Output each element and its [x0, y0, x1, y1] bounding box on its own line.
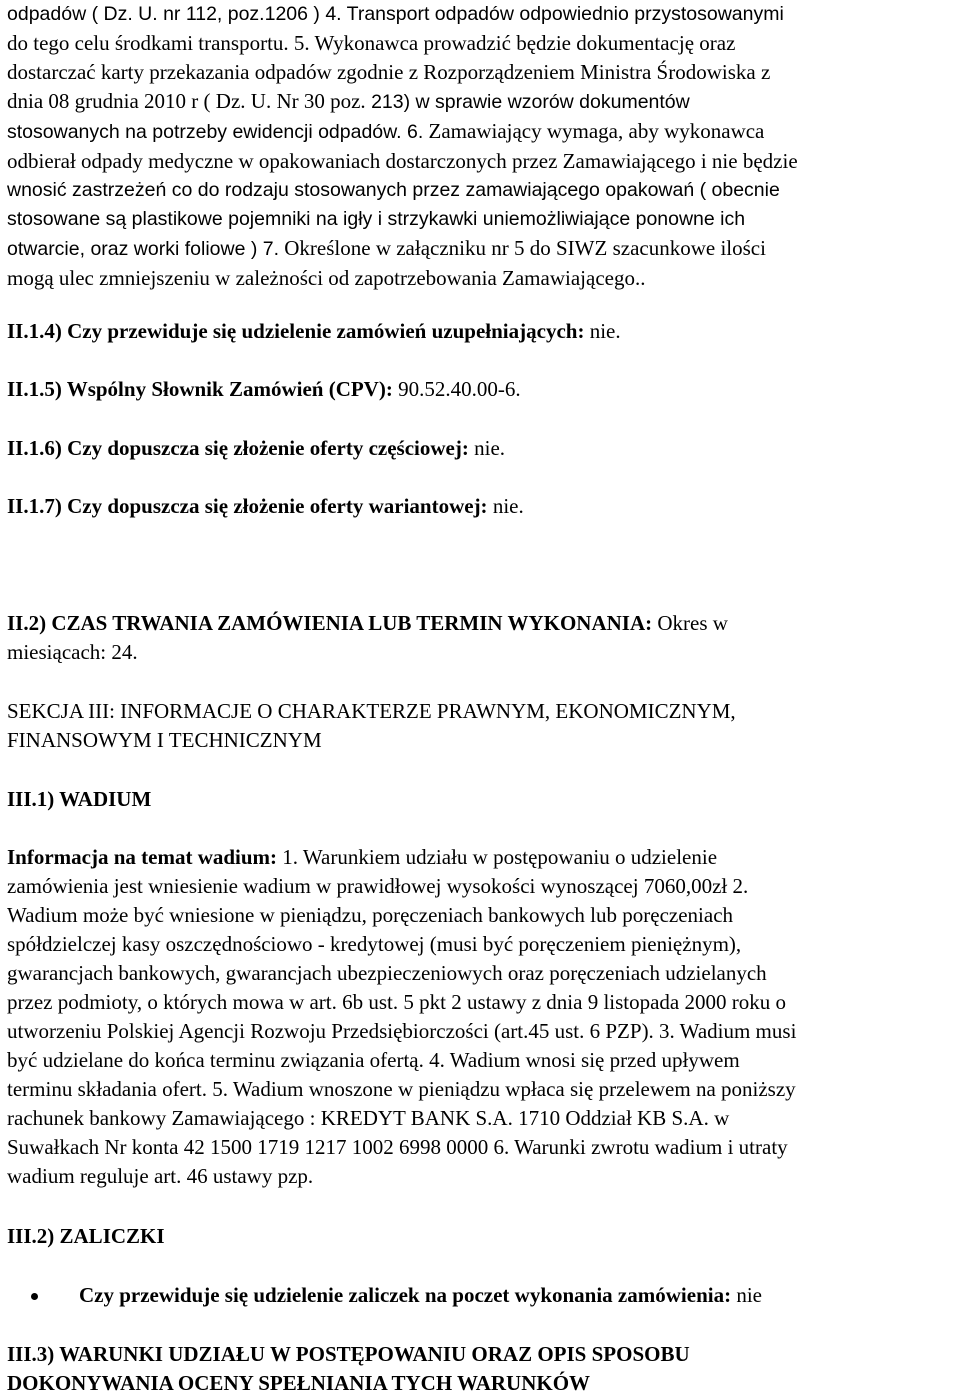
item-ii-1-4	[7, 317, 953, 346]
wadium-label: Informacja na temat wadium:	[7, 845, 278, 869]
wadium-heading: III.1) WADIUM	[7, 787, 152, 811]
sekcja-iii-heading	[7, 697, 953, 755]
item-ii-1-6	[7, 434, 953, 463]
intro-paragraph	[7, 0, 953, 293]
item-ii-1-5	[7, 375, 953, 404]
intro-line	[7, 234, 953, 264]
intro-text-serif: dnia 08 grudnia 2010 r ( Dz. U. Nr 30 poz.	[7, 89, 366, 113]
sekcja-line: SEKCJA III: INFORMACJE O CHARAKTERZE PRAWNYM, EKONOMICZNYM,	[7, 699, 736, 723]
item-label: II.1.4) Czy przewiduje się udzielenie zamówień uzupełniających:	[7, 319, 585, 343]
intro-line: odpadów ( Dz. U. nr 112, poz.1206 ) 4. Transport odpadów odpowiednio przystosowanymi	[7, 3, 784, 25]
wadium-line: spółdzielczej kasy oszczędnościowo - kredytowej (musi być poręczeniem pieniężnym),	[7, 932, 742, 956]
bullet-icon	[31, 1293, 38, 1300]
wadium-line	[7, 843, 953, 872]
wadium-line: wadium reguluje art. 46 ustawy pzp.	[7, 1164, 314, 1188]
item-label: II.1.6) Czy dopuszcza się złożenie oferty częściowej:	[7, 436, 469, 460]
item-ii-1-7	[7, 492, 953, 521]
item-label: II.1.7) Czy dopuszcza się złożenie oferty wariantowej:	[7, 494, 488, 518]
intro-text-sans: 213) w sprawie wzorów dokumentów	[365, 91, 690, 113]
zaliczki-answer: nie	[731, 1283, 762, 1307]
intro-text-sans: stosowanych na potrzeby ewidencji odpadów. 6.	[7, 121, 424, 143]
item-value: nie.	[487, 494, 524, 518]
zaliczki-bullet-item	[7, 1281, 953, 1310]
item-value: nie.	[584, 319, 621, 343]
wadium-line: gwarancjach bankowych, gwarancjach ubezpieczeniowych oraz poręczeniach udzielanych	[7, 961, 767, 985]
intro-text-serif: Zamawiający wymaga, aby wykonawca	[423, 119, 765, 143]
item-value: nie.	[468, 436, 506, 460]
item-value: 90.52.40.00-6.	[392, 377, 521, 401]
wadium-line: być udzielane do końca terminu związania ofertą. 4. Wadium wnosi się przed upływem	[7, 1048, 740, 1072]
intro-text-sans: otwarcie, oraz worki foliowe ) 7.	[7, 238, 280, 260]
sekcja-line: FINANSOWYM I TECHNICZNYM	[7, 728, 322, 752]
warunki-line: DOKONYWANIA OCENY SPEŁNIANIA TYCH WARUNKÓW	[7, 1371, 591, 1395]
wadium-line: Wadium może być wniesione w pieniądzu, poręczeniach bankowych lub poręczeniach	[7, 903, 734, 927]
wadium-line: zamówienia jest wniesienie wadium w prawidłowej wysokości wynoszącej 7060,00zł 2.	[7, 874, 749, 898]
czas-line	[7, 609, 953, 638]
wadium-line: terminu składania ofert. 5. Wadium wnoszone w pieniądzu wpłaca się przelewem na poniższy	[7, 1077, 796, 1101]
warunki-heading	[7, 1340, 953, 1398]
wadium-line: przez podmioty, o których mowa w art. 6b ust. 5 pkt 2 ustawy z dnia 9 listopada 2000 roku o	[7, 990, 786, 1014]
intro-text-serif: Określone w załączniku nr 5 do SIWZ szacunkowe ilości	[279, 236, 766, 260]
zaliczki-question: Czy przewiduje się udzielenie zaliczek na poczet wykonania zamówienia:	[79, 1283, 732, 1307]
wadium-line: rachunek bankowy Zamawiającego : KREDYT BANK S.A. 1710 Oddział KB S.A. w	[7, 1106, 730, 1130]
zaliczki-heading: III.2) ZALICZKI	[7, 1224, 165, 1248]
wadium-line: Suwałkach Nr konta 42 1500 1719 1217 1002 6998 0000 6. Warunki zwrotu wadium i utraty	[7, 1135, 788, 1159]
czas-line: miesiącach: 24.	[7, 640, 138, 664]
item-label: II.1.5) Wspólny Słownik Zamówień (CPV):	[7, 377, 393, 401]
intro-line	[7, 117, 953, 147]
intro-line: dostarczać karty przekazania odpadów zgodnie z Rozporządzeniem Ministra Środowiska z	[7, 60, 771, 84]
wadium-line: utworzeniu Polskiej Agencji Rozwoju Przedsiębiorczości (art.45 ust. 6 PZP). 3. Wadium musi	[7, 1019, 797, 1043]
intro-line: wnosić zastrzeżeń co do rodzaju stosowanych przez zamawiającego opakowań ( obecnie	[7, 179, 780, 201]
wadium-text: 1. Warunkiem udziału w postępowaniu o udzielenie	[277, 845, 718, 869]
intro-line: do tego celu środkami transportu. 5. Wykonawca prowadzić będzie dokumentację oraz	[7, 31, 736, 55]
intro-line: stosowane są plastikowe pojemniki na igły i strzykawki uniemożliwiające ponowne ich	[7, 208, 746, 230]
intro-line: mogą ulec zmniejszeniu w zależności od zapotrzebowania Zamawiającego..	[7, 266, 646, 290]
czas-value: Okres w	[652, 611, 728, 635]
intro-line: odbierał odpady medyczne w opakowaniach dostarczonych przez Zamawiającego i nie będzie	[7, 149, 798, 173]
bullet-text	[79, 1281, 762, 1310]
czas-trwania-section	[7, 609, 953, 667]
czas-label: II.2) CZAS TRWANIA ZAMÓWIENIA LUB TERMIN WYKONANIA:	[7, 611, 653, 635]
intro-line	[7, 87, 953, 117]
warunki-line: III.3) WARUNKI UDZIAŁU W POSTĘPOWANIU ORAZ OPIS SPOSOBU	[7, 1342, 690, 1366]
wadium-paragraph	[7, 843, 953, 1191]
